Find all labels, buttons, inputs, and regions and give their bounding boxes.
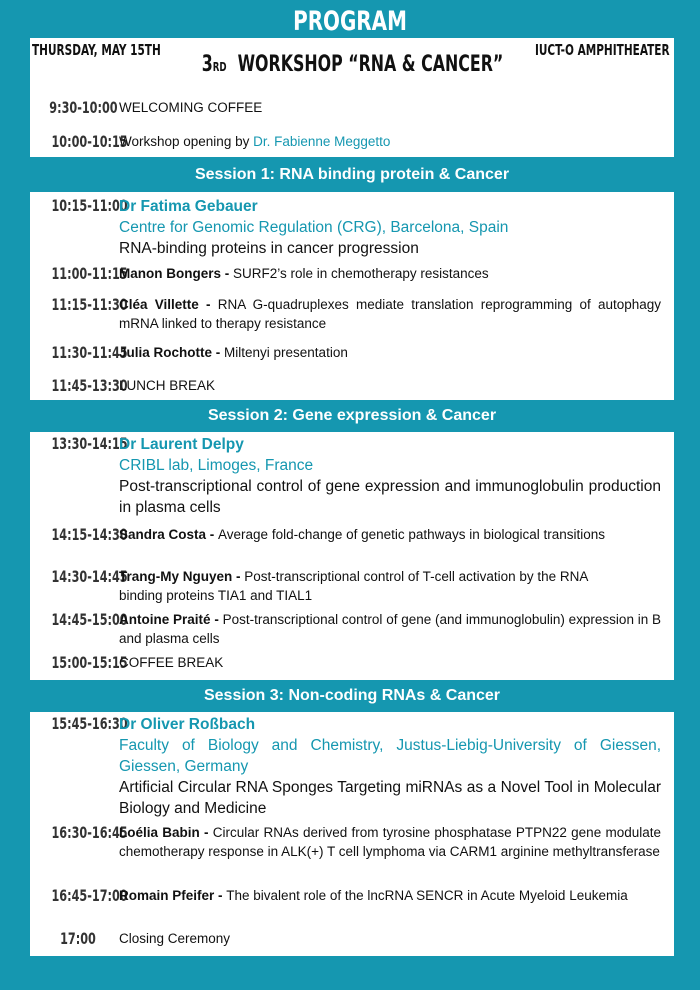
- talk-title: SURF2’s role in chemotherapy resistances: [233, 266, 489, 281]
- talk-title: The bivalent role of the lncRNA SENCR in Acute Myeloid Leukemia: [226, 888, 628, 903]
- keynote-content: [119, 196, 661, 259]
- talk-speaker: Cléa Villette: [119, 297, 199, 312]
- talk-speaker: Loélia Babin: [119, 825, 200, 840]
- keynote-affiliation: CRIBL lab, Limoges, France: [119, 457, 314, 474]
- event-venue: IUCT-O AMPHITHEATER: [535, 41, 670, 59]
- talk-title: Post-transcriptional control of T-cell activation by the RNA binding proteins TIA1 and TIAL1: [119, 569, 588, 603]
- talk-speaker: Trang-My Nguyen: [119, 569, 233, 584]
- workshop-title: 3RD WORKSHOP “RNA & CANCER”: [201, 52, 503, 77]
- intro-block: [30, 94, 674, 157]
- talk-title: Miltenyi presentation: [224, 345, 348, 360]
- keynote-speaker: Dr Oliver Roßbach: [119, 716, 256, 733]
- break-text: LUNCH BREAK: [119, 378, 216, 393]
- keynote-affiliation: Faculty of Biology and Chemistry, Justus-Liebig-University of Giessen, Giessen, Germany: [119, 737, 661, 775]
- time-slot: 14:15-14:30: [51, 525, 128, 544]
- talk-speaker: Julia Rochotte: [119, 345, 213, 360]
- keynote-talk: RNA-binding proteins in cancer progression: [119, 240, 419, 257]
- session-1-title: Session 1: RNA binding protein & Cancer: [194, 166, 510, 183]
- time-slot: 15:00-15:15: [51, 653, 128, 672]
- session-2-title: Session 2: Gene expression & Cancer: [207, 407, 497, 424]
- header-box: [30, 38, 674, 94]
- time-slot: 11:15-11:30: [51, 295, 128, 314]
- talk-content: Julia Rochotte - Miltenyi presentation: [119, 345, 348, 360]
- time-slot: 14:45-15:00: [51, 610, 128, 629]
- time-slot: 11:30-11:45: [51, 343, 128, 362]
- event-date: THURSDAY, MAY 15TH: [32, 41, 161, 59]
- time-slot: 11:45-13:30: [51, 376, 128, 395]
- talk-title: Post-transcriptional control of gene (and immunoglobulin) expression in B and plasma cells: [119, 612, 662, 646]
- time-slot: 14:30-14:45: [51, 567, 128, 586]
- closing-text: Closing Ceremony: [119, 931, 231, 946]
- talk-content: Romain Pfeifer - The bivalent role of the lncRNA SENCR in Acute Myeloid Leukemia: [119, 888, 628, 903]
- time-slot: 17:00: [60, 929, 96, 948]
- talk-speaker: Romain Pfeifer: [119, 888, 215, 903]
- talk-content: Manon Bongers - SURF2’s role in chemotherapy resistances: [119, 266, 489, 281]
- talk-content: Antoine Praité - Post-transcriptional control of gene (and immunoglobulin) expression in B and plasma cells: [119, 612, 662, 646]
- talk-content: Cléa Villette - RNA G-quadruplexes mediate translation reprogramming of autophagy mRNA linked to therapy resistance: [119, 297, 661, 331]
- talk-title: Average fold-change of genetic pathways in biological transitions: [218, 527, 606, 542]
- talk-speaker: Antoine Praité: [119, 612, 211, 627]
- session-3-title: Session 3: Non-coding RNAs & Cancer: [203, 687, 501, 704]
- keynote-talk: Post-transcriptional control of gene expression and immunoglobulin production in plasma cells: [119, 478, 661, 516]
- talk-title: Circular RNAs derived from tyrosine phosphatase PTPN22 gene modulate chemotherapy response in ALK(+) T cell lymphoma via CARM1 arginine methyltransferase: [119, 825, 661, 859]
- keynote-talk: Artificial Circular RNA Sponges Targeting miRNAs as a Novel Tool in Molecular Biology and Medicine: [119, 779, 661, 817]
- keynote-speaker: Dr Laurent Delpy: [119, 436, 244, 453]
- time-slot: 9:30-10:00: [49, 98, 118, 117]
- talk-content: Sandra Costa - Average fold-change of genetic pathways in biological transitions: [119, 527, 606, 542]
- time-slot: 10:00-10:15: [51, 132, 128, 151]
- session-1-block: [30, 192, 674, 400]
- keynote-content: [119, 434, 661, 518]
- talk-speaker: Manon Bongers: [119, 266, 222, 281]
- opening-speaker: Dr. Fabienne Meggetto: [253, 134, 391, 149]
- time-slot: 16:45-17:00: [51, 886, 128, 905]
- program-title: PROGRAM: [293, 6, 407, 37]
- time-slot: 16:30-16:45: [51, 823, 128, 842]
- break-text: COFFEE BREAK: [119, 655, 224, 670]
- time-slot: 11:00-11:15: [51, 264, 128, 283]
- session-3-block: [30, 712, 674, 956]
- time-slot: 15:45-16:30: [51, 714, 128, 733]
- talk-content: Loélia Babin - Circular RNAs derived from tyrosine phosphatase PTPN22 gene modulate chemotherapy response in ALK(+) T cell lymphoma via CARM1 arginine methyltransferase: [119, 825, 661, 859]
- keynote-content: [119, 714, 661, 819]
- time-slot: 13:30-14:15: [51, 434, 128, 453]
- row-text: Workshop opening by Dr. Fabienne Meggetto: [119, 134, 391, 149]
- talk-speaker: Sandra Costa: [119, 527, 207, 542]
- keynote-affiliation: Centre for Genomic Regulation (CRG), Barcelona, Spain: [119, 219, 509, 236]
- row-text: WELCOMING COFFEE: [119, 100, 263, 115]
- talk-title: RNA G-quadruplexes mediate translation reprogramming of autophagy mRNA linked to therapy resistance: [119, 297, 661, 331]
- session-2-block: [30, 432, 674, 680]
- time-slot: 10:15-11:00: [51, 196, 128, 215]
- keynote-speaker: Dr Fatima Gebauer: [119, 198, 258, 215]
- talk-content: Trang-My Nguyen - Post-transcriptional control of T-cell activation by the RNA binding proteins TIA1 and TIAL1: [119, 569, 588, 603]
